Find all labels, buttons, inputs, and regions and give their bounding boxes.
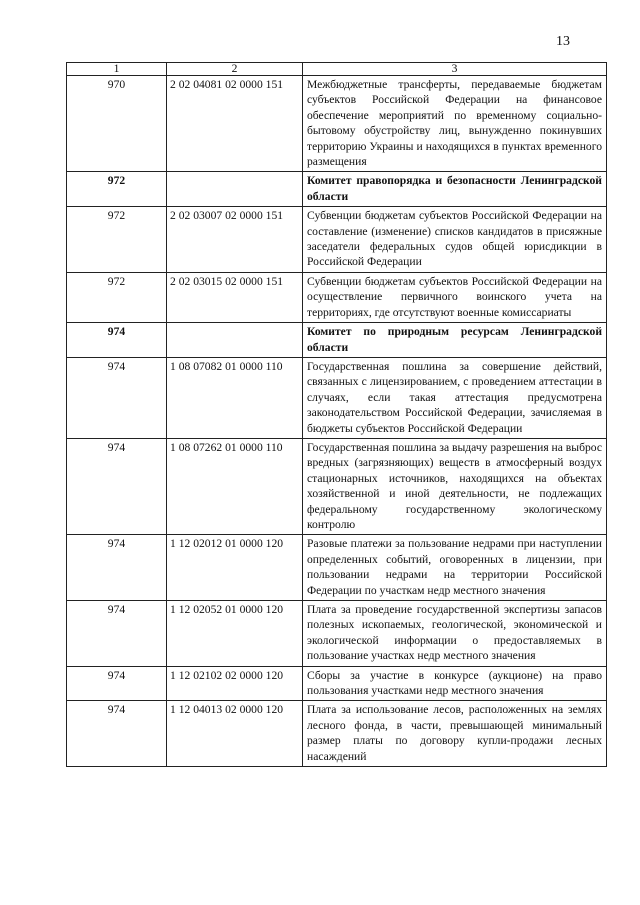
budget-code-cell: 1 12 02052 01 0000 120 bbox=[167, 601, 303, 667]
description-cell: Комитет правопорядка и безопасности Ленинградской области bbox=[303, 172, 607, 207]
budget-code-cell: 1 12 02102 02 0000 120 bbox=[167, 666, 303, 701]
budget-code-cell: 1 12 02012 01 0000 120 bbox=[167, 535, 303, 601]
description-cell: Плата за использование лесов, расположенных на землях лесного фонда, в части, превышающей минимальный размер платы по договору купли-продажи лесных насаждений bbox=[303, 701, 607, 767]
section-row bbox=[67, 172, 607, 207]
header-cell: 1 bbox=[67, 63, 167, 76]
description-cell: Государственная пошлина за выдачу разрешения на выброс вредных (загрязняющих) веществ в атмосферный воздух стационарных источников, находящихся на объектах хозяйственной и иной деятельности, не подлежащих федеральному государственному экологическому контролю bbox=[303, 438, 607, 534]
header-cell: 3 bbox=[303, 63, 607, 76]
table-row bbox=[67, 601, 607, 667]
table-row bbox=[67, 438, 607, 534]
budget-code-cell: 2 02 03015 02 0000 151 bbox=[167, 272, 303, 322]
description-cell: Субвенции бюджетам субъектов Российской Федерации на осуществление первичного воинского учета на территориях, где отсутствуют военные комиссариаты bbox=[303, 272, 607, 322]
admin-code-cell: 970 bbox=[67, 76, 167, 172]
admin-code-cell: 974 bbox=[67, 323, 167, 358]
table-row bbox=[67, 701, 607, 767]
description-cell: Комитет по природным ресурсам Ленинградской области bbox=[303, 323, 607, 358]
table-row bbox=[67, 76, 607, 172]
admin-code-cell: 972 bbox=[67, 272, 167, 322]
table-row bbox=[67, 535, 607, 601]
budget-code-cell: 1 08 07082 01 0000 110 bbox=[167, 357, 303, 438]
description-cell: Межбюджетные трансферты, передаваемые бюджетам субъектов Российской Федерации на финансовое обеспечение мероприятий по временному социально-бытовому обустройству лиц, вынужденно покинувших территорию Украины и находящихся в пунктах временного размещения bbox=[303, 76, 607, 172]
revenue-codes-table bbox=[66, 62, 607, 767]
budget-code-cell bbox=[167, 172, 303, 207]
budget-code-cell: 2 02 04081 02 0000 151 bbox=[167, 76, 303, 172]
admin-code-cell: 974 bbox=[67, 535, 167, 601]
table-row bbox=[67, 207, 607, 273]
description-cell: Субвенции бюджетам субъектов Российской Федерации на составление (изменение) списков кандидатов в присяжные заседатели федеральных судов общей юрисдикции в Российской Федерации bbox=[303, 207, 607, 273]
table-row bbox=[67, 357, 607, 438]
admin-code-cell: 974 bbox=[67, 701, 167, 767]
admin-code-cell: 974 bbox=[67, 357, 167, 438]
admin-code-cell: 974 bbox=[67, 438, 167, 534]
section-row bbox=[67, 323, 607, 358]
budget-code-cell: 1 12 04013 02 0000 120 bbox=[167, 701, 303, 767]
budget-code-cell bbox=[167, 323, 303, 358]
budget-code-cell: 1 08 07262 01 0000 110 bbox=[167, 438, 303, 534]
admin-code-cell: 974 bbox=[67, 666, 167, 701]
table-header-row bbox=[67, 63, 607, 76]
header-cell: 2 bbox=[167, 63, 303, 76]
page-number: 13 bbox=[556, 34, 570, 49]
admin-code-cell: 974 bbox=[67, 601, 167, 667]
admin-code-cell: 972 bbox=[67, 172, 167, 207]
description-cell: Сборы за участие в конкурсе (аукционе) на право пользования участками недр местного значения bbox=[303, 666, 607, 701]
table-row bbox=[67, 272, 607, 322]
description-cell: Плата за проведение государственной экспертизы запасов полезных ископаемых, геологической, экономической и экологической информации о предоставляемых в пользование участках недр местного значения bbox=[303, 601, 607, 667]
table-row bbox=[67, 666, 607, 701]
description-cell: Государственная пошлина за совершение действий, связанных с лицензированием, с проведением аттестации в случаях, если такая аттестация предусмотрена законодательством Российской Федерации, зачисляемая в бюджеты субъектов Российской Федерации bbox=[303, 357, 607, 438]
admin-code-cell: 972 bbox=[67, 207, 167, 273]
description-cell: Разовые платежи за пользование недрами при наступлении определенных событий, оговоренных в лицензии, при пользовании недрами на территории Российской Федерации по участкам недр местного значения bbox=[303, 535, 607, 601]
budget-code-cell: 2 02 03007 02 0000 151 bbox=[167, 207, 303, 273]
